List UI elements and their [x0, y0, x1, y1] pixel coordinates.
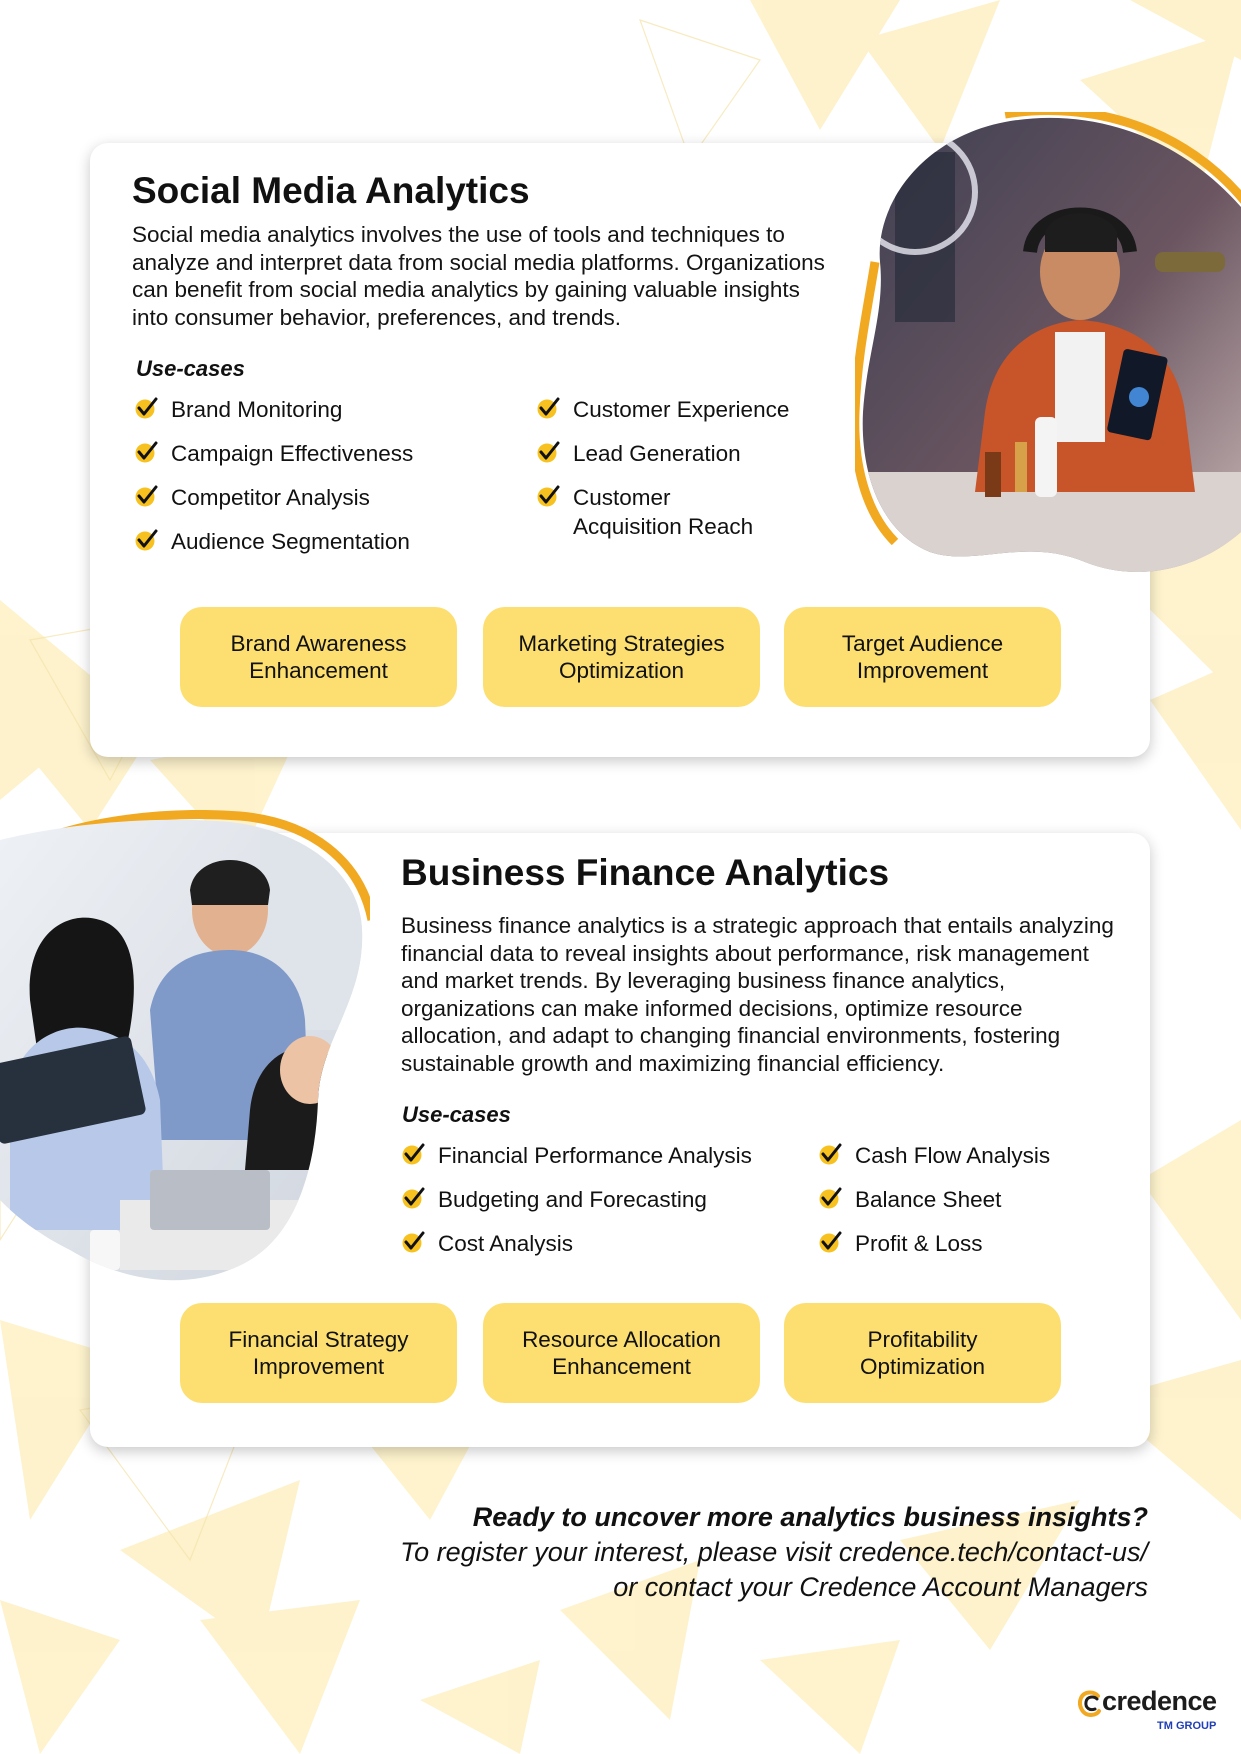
outcome-badge: Marketing Strategies Optimization	[483, 607, 760, 707]
credence-logo-mark	[1078, 1690, 1102, 1718]
section1-title: Social Media Analytics	[132, 170, 530, 211]
list-item: Profit & Loss	[818, 1229, 983, 1258]
outcome-badge: Resource Allocation Enhancement	[483, 1303, 760, 1403]
outcome-badge: Brand Awareness Enhancement	[180, 607, 457, 707]
list-item: Cost Analysis	[401, 1229, 573, 1258]
list-item: Cash Flow Analysis	[818, 1141, 1050, 1170]
logo-name: credence	[1102, 1686, 1217, 1716]
list-item: Balance Sheet	[818, 1185, 1001, 1214]
credence-logo	[1078, 1686, 1217, 1736]
section2-usecases-label: Use-cases	[402, 1102, 511, 1127]
section2-description: Business finance analytics is a strategic approach that entails analyzing financial data to reveal insights about performance, risk management and market trends. By leveraging business finance analytics, organizations can make informed decisions, optimize resource allocation, and adapt to changing financial environments, fostering sustainable growth and maximizing financial efficiency.	[401, 913, 1114, 1076]
check-icon	[401, 1142, 425, 1166]
cta-register-link[interactable]: To register your interest, please visit credence.tech/contact-us/	[400, 1537, 1148, 1567]
check-icon	[134, 396, 158, 420]
cta-contact: or contact your Credence Account Managers	[613, 1572, 1148, 1602]
social-media-photo	[855, 112, 1241, 578]
check-icon	[134, 440, 158, 464]
list-item: Customer Experience	[536, 395, 789, 424]
list-item: Audience Segmentation	[134, 527, 410, 556]
outcome-badge: Target Audience Improvement	[784, 607, 1061, 707]
check-icon	[818, 1230, 842, 1254]
check-icon	[134, 484, 158, 508]
check-icon	[401, 1186, 425, 1210]
check-icon	[536, 396, 560, 420]
list-item: Campaign Effectiveness	[134, 439, 413, 468]
list-item: Financial Performance Analysis	[401, 1141, 752, 1170]
cta-headline: Ready to uncover more analytics business insights?	[472, 1502, 1148, 1532]
list-item: Customer Acquisition Reach	[536, 483, 776, 541]
list-item: Competitor Analysis	[134, 483, 370, 512]
list-item: Lead Generation	[536, 439, 741, 468]
list-item: Budgeting and Forecasting	[401, 1185, 707, 1214]
list-item: Brand Monitoring	[134, 395, 342, 424]
section2-title: Business Finance Analytics	[401, 852, 890, 893]
call-to-action	[400, 1500, 1148, 1605]
outcome-badge: Financial Strategy Improvement	[180, 1303, 457, 1403]
outcome-badge: Profitability Optimization	[784, 1303, 1061, 1403]
check-icon	[134, 528, 158, 552]
check-icon	[536, 440, 560, 464]
check-icon	[401, 1230, 425, 1254]
check-icon	[818, 1186, 842, 1210]
logo-sub: TM GROUP	[1157, 1720, 1217, 1732]
section1-usecases-label: Use-cases	[136, 356, 245, 381]
check-icon	[536, 484, 560, 508]
check-icon	[818, 1142, 842, 1166]
business-finance-photo	[0, 810, 370, 1285]
section1-description: Social media analytics involves the use of tools and techniques to analyze and interpret data from social media platforms. Organizations can benefit from social media analytics by gaining valuable insights into consumer behavior, preferences, and trends.	[132, 222, 825, 330]
